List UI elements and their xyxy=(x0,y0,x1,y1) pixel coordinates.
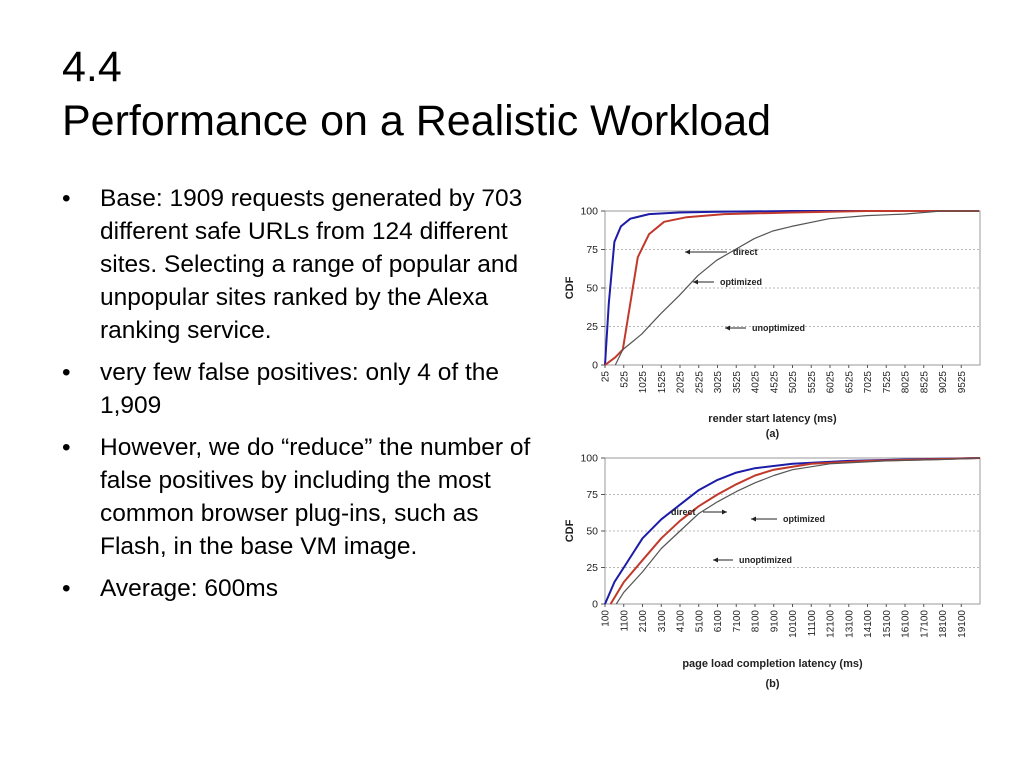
y-tick-label: 100 xyxy=(580,452,598,465)
x-tick-label: 525 xyxy=(619,371,631,388)
x-tick-label: 9100 xyxy=(769,610,781,633)
page-load-latency-chart xyxy=(555,447,985,697)
x-tick-label: 2525 xyxy=(694,371,706,394)
x-tick-label: 6025 xyxy=(825,371,837,394)
slide-title xyxy=(62,40,771,148)
x-tick-label: 14100 xyxy=(863,610,874,638)
x-tick-label: 12100 xyxy=(825,610,837,638)
annotation-label-optimized: optimized xyxy=(720,277,762,287)
x-tick-label: 7100 xyxy=(731,610,743,633)
x-tick-label: 5525 xyxy=(806,371,818,394)
y-tick-label: 0 xyxy=(592,359,598,372)
x-tick-label: 1100 xyxy=(619,610,631,632)
x-tick-label: 10100 xyxy=(788,610,799,638)
y-tick-label: 100 xyxy=(580,205,598,218)
x-tick-label: 3025 xyxy=(713,371,724,394)
annotation-label-optimized: optimized xyxy=(783,514,825,524)
x-tick-label: 8100 xyxy=(750,610,762,633)
x-tick-label: 5100 xyxy=(694,610,706,633)
bullet-item-false-positives: • very few false positives: only 4 of the 1,909 xyxy=(62,356,540,422)
x-tick-label: 7525 xyxy=(881,371,893,394)
x-tick-label: 19100 xyxy=(956,610,968,638)
y-axis-label: CDF xyxy=(564,276,576,300)
y-tick-label: 50 xyxy=(586,525,598,538)
bullet-item-average: • Average: 600ms xyxy=(62,572,540,605)
x-tick-label: 1025 xyxy=(638,371,649,394)
x-tick-label: 5025 xyxy=(788,371,799,394)
x-tick-label: 2100 xyxy=(638,610,649,633)
x-tick-label: 4100 xyxy=(675,610,687,633)
title-number: 4.4 xyxy=(62,43,122,91)
x-tick-label: 16100 xyxy=(900,610,912,638)
x-tick-label: 6100 xyxy=(713,610,724,633)
x-tick-label: 15100 xyxy=(881,610,893,638)
x-tick-label: 3100 xyxy=(656,610,668,633)
annotation-label-direct: direct xyxy=(671,507,696,517)
y-tick-label: 25 xyxy=(586,321,598,333)
x-tick-label: 11100 xyxy=(806,610,818,637)
bullet-item-reduce: • However, we do “reduce” the number of false positives by including the most common browser plug-ins, such as Flash, in the base VM image. xyxy=(62,431,540,563)
title-text: Performance on a Realistic Workload xyxy=(62,97,772,145)
y-tick-label: 75 xyxy=(586,489,598,501)
y-tick-label: 75 xyxy=(586,244,598,256)
y-tick-label: 50 xyxy=(586,282,598,295)
y-axis-label: CDF xyxy=(564,519,576,543)
x-tick-label: 2025 xyxy=(675,371,687,394)
x-tick-label: 9525 xyxy=(956,371,968,394)
x-tick-label: 100 xyxy=(600,610,612,627)
x-tick-label: 1525 xyxy=(656,371,668,394)
y-tick-label: 25 xyxy=(586,562,598,574)
x-tick-label: 3525 xyxy=(731,371,743,394)
x-tick-label: 7025 xyxy=(863,371,874,394)
bullet-list xyxy=(62,182,540,614)
x-axis-label: page load completion latency (ms) xyxy=(682,658,863,670)
x-tick-label: 13100 xyxy=(844,610,856,638)
x-tick-label: 18100 xyxy=(938,610,949,638)
x-tick-label: 6525 xyxy=(844,371,856,394)
render-start-latency-chart xyxy=(555,195,985,440)
x-tick-label: 4525 xyxy=(769,371,781,394)
x-tick-label: 4025 xyxy=(750,371,762,394)
x-tick-label: 25 xyxy=(600,371,612,383)
x-axis-label: render start latency (ms) xyxy=(708,413,837,425)
x-tick-label: 9025 xyxy=(938,371,949,394)
bullet-item-base: • Base: 1909 requests generated by 703 different safe URLs from 124 different sites. Selecting a range of popular and unpopular sites ranked by the Alexa ranking service. xyxy=(62,182,540,347)
x-tick-label: 17100 xyxy=(919,610,931,638)
x-tick-label: 8525 xyxy=(919,371,931,394)
annotation-label-unoptimized: unoptimized xyxy=(752,323,805,333)
x-tick-label: 8025 xyxy=(900,371,912,394)
annotation-label-direct: direct xyxy=(733,247,758,257)
chart-caption: (b) xyxy=(765,678,780,690)
y-tick-label: 0 xyxy=(592,598,598,611)
chart-caption: (a) xyxy=(765,428,780,440)
annotation-label-unoptimized: unoptimized xyxy=(739,555,792,565)
